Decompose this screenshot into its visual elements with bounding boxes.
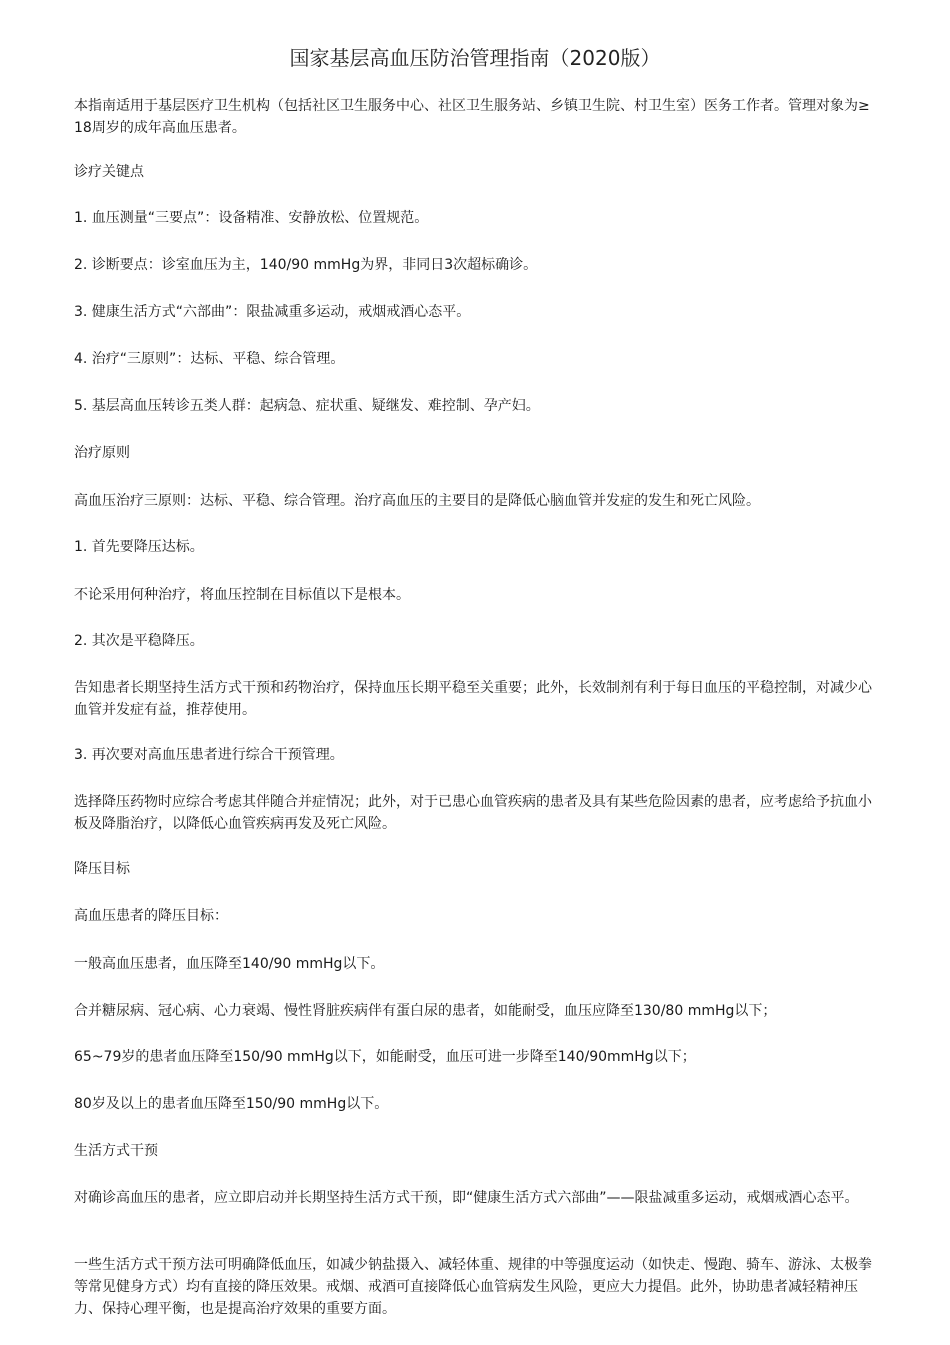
- paragraph-stable: 告知患者长期坚持生活方式干预和药物治疗，保持血压长期平稳至关重要；此外，长效制剂有利于每日血压的平稳控制，对减少心血管并发症有益，推荐使用。: [74, 680, 872, 718]
- list-item-comprehensive: 3. 再次要对高血压患者进行综合干预管理。: [74, 747, 344, 763]
- paragraph-three-principles: 高血压治疗三原则：达标、平稳、综合管理。治疗高血压的主要目的是降低心脑血管并发症的发生和死亡风险。: [74, 493, 760, 509]
- paragraph-lifestyle-methods: 一些生活方式干预方法可明确降低血压，如减少钠盐摄入、减轻体重、规律的中等强度运动（如快走、慢跑、骑车、游泳、太极拳等常见健身方式）均有直接的降压效果。戒烟、戒酒可直接降低心血管病发生风险，更应大力提倡。此外，协助患者减轻精神压力、保持心理平衡，也是提高治疗效果的重要方面。: [74, 1257, 872, 1317]
- paragraph-scope: 本指南适用于基层医疗卫生机构（包括社区卫生服务中心、社区卫生服务站、乡镇卫生院、村卫生室）医务工作者。管理对象为≥18周岁的成年高血压患者。: [74, 98, 870, 136]
- paragraph-target-general: 一般高血压患者，血压降至140/90 mmHg以下。: [74, 956, 385, 972]
- paragraph-target-comorbid: 合并糖尿病、冠心病、心力衰竭、慢性肾脏疾病伴有蛋白尿的患者，如能耐受，血压应降至130/80 mmHg以下；: [74, 1003, 777, 1019]
- list-item-lifestyle: 3. 健康生活方式“六部曲”：限盐减重多运动，戒烟戒酒心态平。: [74, 304, 471, 320]
- paragraph-target-65-79: 65~79岁的患者血压降至150/90 mmHg以下，如能耐受，血压可进一步降至140/90mmHg以下；: [74, 1049, 696, 1065]
- list-item-stable: 2. 其次是平稳降压。: [74, 633, 204, 649]
- list-item-diagnosis: 2. 诊断要点：诊室血压为主，140/90 mmHg为界，非同日3次超标确诊。: [74, 257, 538, 273]
- document-title: 国家基层高血压防治管理指南（2020版）: [289, 46, 661, 70]
- paragraph-lifestyle-start: 对确诊高血压的患者，应立即启动并长期坚持生活方式干预，即“健康生活方式六部曲”——限盐减重多运动，戒烟戒酒心态平。: [74, 1190, 859, 1206]
- paragraph-bp-target-intro: 高血压患者的降压目标：: [74, 908, 228, 924]
- heading-lifestyle-intervention: 生活方式干预: [74, 1143, 158, 1159]
- list-item-reach-target: 1. 首先要降压达标。: [74, 539, 204, 555]
- list-item-treatment: 4. 治疗“三原则”：达标、平稳、综合管理。: [74, 351, 345, 367]
- paragraph-reach-target: 不论采用何种治疗，将血压控制在目标值以下是根本。: [74, 587, 410, 603]
- heading-key-points: 诊疗关键点: [74, 164, 144, 180]
- list-item-measurement: 1. 血压测量“三要点”：设备精准、安静放松、位置规范。: [74, 210, 429, 226]
- paragraph-target-80-plus: 80岁及以上的患者血压降至150/90 mmHg以下。: [74, 1096, 389, 1112]
- heading-bp-target: 降压目标: [74, 861, 130, 877]
- list-item-referral: 5. 基层高血压转诊五类人群：起病急、症状重、疑继发、难控制、孕产妇。: [74, 398, 540, 414]
- heading-treatment-principles: 治疗原则: [74, 445, 130, 461]
- paragraph-comprehensive: 选择降压药物时应综合考虑其伴随合并症情况；此外，对于已患心血管疾病的患者及具有某些危险因素的患者，应考虑给予抗血小板及降脂治疗，以降低心血管疾病再发及死亡风险。: [74, 794, 872, 832]
